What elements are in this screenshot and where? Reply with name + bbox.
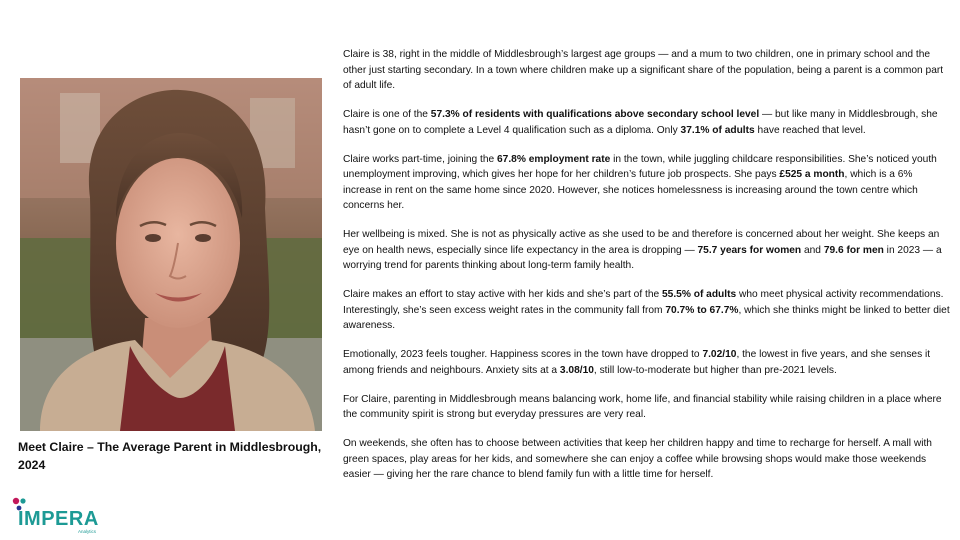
stat-employment: 67.8% employment rate <box>497 153 611 165</box>
story-paragraph-wellbeing: Her wellbeing is mixed. She is not as physically active as she used to be and therefore is concerned about her weight. She keeps an eye on health news, especially since life expectancy in the area is dropping — 75.7 years for women and 79.6 for men in 2023 — a worrying trend for parents thinking about long-term family health. <box>343 229 942 271</box>
impera-logo <box>12 497 112 535</box>
story-paragraph-education: Claire is one of the 57.3% of residents with qualifications above secondary school level — but like many in Middlesbrough, she hasn’t gone on to complete a Level 4 qualification such as a diploma. Only 37.1% of adults have reached that level. <box>343 109 938 136</box>
story-paragraph-emotions: Emotionally, 2023 feels tougher. Happiness scores in the town have dropped to 7.02/10, the lowest in five years, and she senses it among friends and neighbours. Anxiety sits at a 3.08/10, still low-to-moderate but higher than pre-2021 levels. <box>343 349 931 376</box>
stat-qualifications: 57.3% of residents with qualifications above secondary school level <box>430 109 760 120</box>
stat-level4: 37.1% of adults <box>680 124 755 136</box>
logo-subtitle: Analytics <box>78 529 97 534</box>
profile-caption: Meet Claire – The Average Parent in Middlesbrough, 2024 <box>18 440 322 472</box>
stat-life-expectancy-men: 79.6 for men <box>823 244 884 256</box>
story-text <box>343 47 951 496</box>
stat-happiness: 7.02/10 <box>702 349 737 360</box>
logo-wordmark: IMPERA <box>18 508 99 530</box>
stat-excess-weight: 70.7% to 67.7% <box>665 304 739 316</box>
stat-anxiety: 3.08/10 <box>559 364 594 376</box>
story-paragraph-parenting: For Claire, parenting in Middlesbrough means balancing work, home life, and financial stability while raising children in a place where the community spirit is strong but everyday pressures are very real. <box>343 393 942 420</box>
story-paragraph-age: Claire is 38, right in the middle of Middlesbrough’s largest age groups — and a mum to two children, one in primary school and the other just starting secondary. In a town where children make up a significant share of the population, being a parent is a common part of adult life. <box>343 49 944 91</box>
stat-physical-activity: 55.5% of adults <box>662 289 737 300</box>
stat-life-expectancy-women: 75.7 years for women <box>697 244 802 256</box>
story-paragraph-weekends: On weekends, she often has to choose between activities that keep her children happy and time to recharge for herself. A mall with green spaces, play areas for her kids, and somewhere she can enjoy a coffee while browsing shops would make those weekends easier — giving her the rare chance to blend family fun with a little time for herself. <box>343 438 932 480</box>
profile-photo <box>20 78 322 431</box>
story-paragraph-activity: Claire makes an effort to stay active with her kids and she’s part of the 55.5% of adults who meet physical activity recommendations. Interestingly, she’s seen excess weight rates in the community fall from 70.7% to 67.7%, which she thinks might be linked to better diet awareness. <box>343 289 950 331</box>
stat-rent: £525 a month <box>779 169 845 180</box>
portrait-image <box>20 78 322 431</box>
story-paragraph-work: Claire works part-time, joining the 67.8% employment rate in the town, while juggling childcare responsibilities. She’s noticed youth unemployment improving, which gives her hope for her children’s future job prospects. She pays £525 a month, which is a 6% increase in rent on the same home since 2020. However, she notices homelessness is increasing around the town centre which concerns her. <box>343 153 937 211</box>
